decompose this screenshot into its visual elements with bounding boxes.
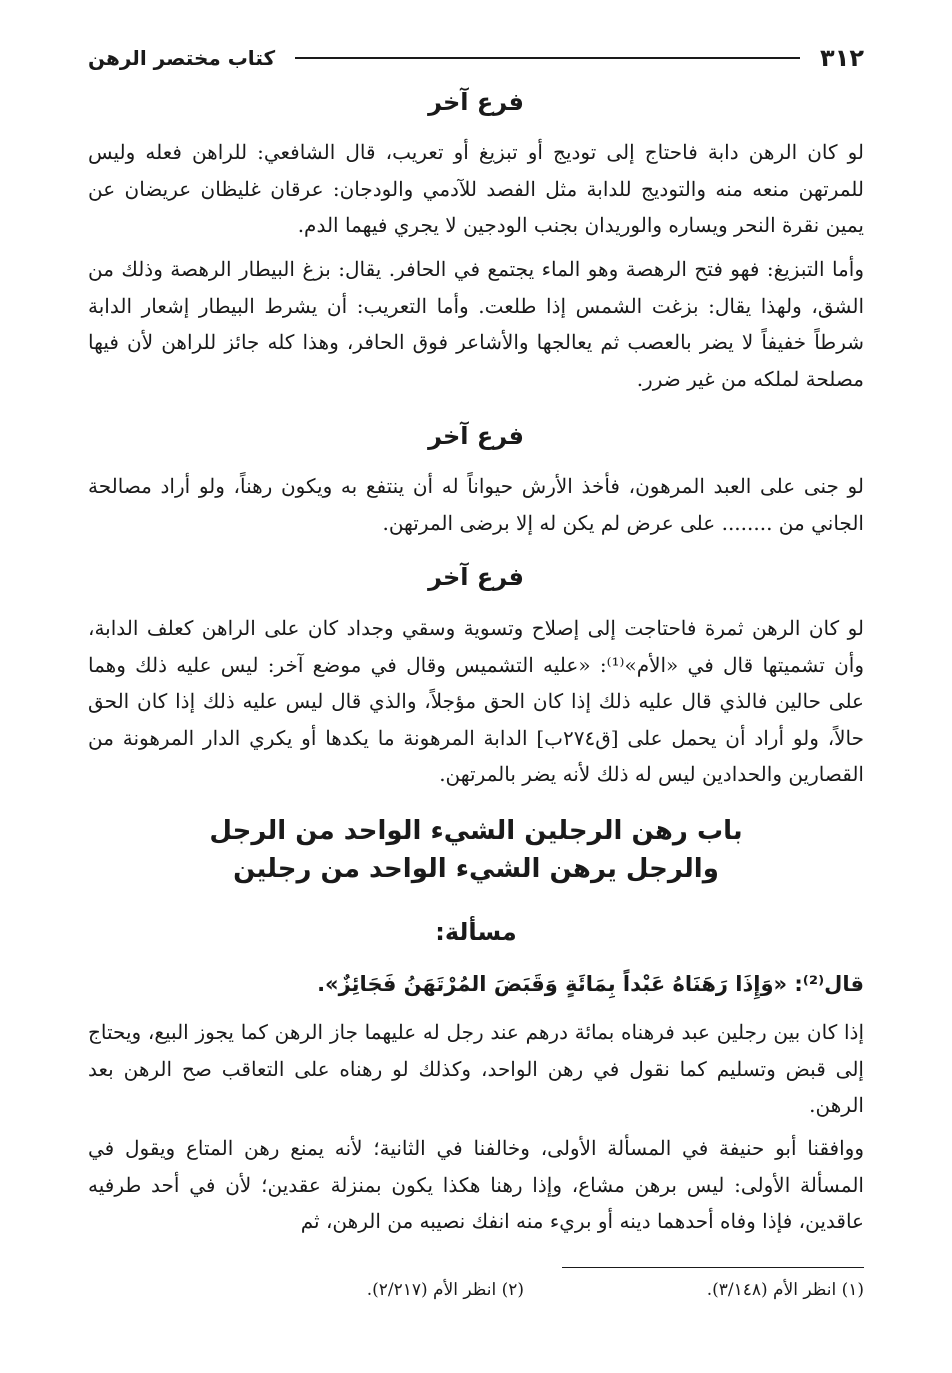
- quoted-text: قال⁽²⁾: «وَإِذَا رَهَنَاهُ عَبْداً بِمَائَةٍ وَقَبَضَ المُرْتَهَنُ فَجَائِزٌ».: [317, 972, 864, 996]
- paragraph: ووافقنا أبو حنيفة في المسألة الأولى، وخالفنا في الثانية؛ لأنه يمنع رهن المتاع ويقول في المسألة الأولى: ليس برهن مشاع، وإذا رهنا هكذا يكون بمنزلة عقدين؛ لأن في أحد طرفيه عاقدين، فإذا وفاه أحدهما دينه أو بريء منه انفك نصيبه من الرهن، ثم: [88, 1136, 864, 1233]
- footnotes: [88, 1280, 864, 1308]
- header-rule: [295, 57, 800, 59]
- section-heading: فرع آخر: [428, 563, 524, 591]
- paragraph: وأما التبزيغ: فهو فتح الرهصة وهو الماء يجتمع في الحافر. يقال: بزغ البيطار الرهصة وذلك من الشق، ولهذا يقال: بزغت الشمس إذا طلعت. وأما التعريب: أن يشرط البيطار إشعار الدابة شرطاً خفيفاً لا يضر بالعصب ثم يعالجها والأشاعر فوق الحافر، وهذا كله جائز للراهن لأن فيها مصلحة لملكه من غير ضرر.: [88, 257, 864, 391]
- paragraph: لو جنى على العبد المرهون، فأخذ الأرش حيواناً له أن ينتفع به ويكون رهناً، ولو أراد مصالحة الجاني من ........ على عرض لم يكن له إلا برضى المرتهن.: [88, 474, 864, 535]
- footnote-2: (٢) انظر الأم (٢/٢١٧).: [366, 1280, 524, 1300]
- chapter-title-line-1: باب رهن الرجلين الشيء الواحد من الرجل: [209, 816, 743, 846]
- section-heading: فرع آخر: [428, 422, 524, 450]
- page-number: ٣١٢: [820, 44, 864, 72]
- paragraph: لو كان الرهن ثمرة فاحتاجت إلى إصلاح وتسوية وسقي وجداد كان على الراهن كعلف الدابة، وأن تشميتها قال في «الأم»⁽¹⁾: «عليه التشميس وقال في موضع آخر: ليس عليه ذلك وهما على حالين فالذي قال عليه ذلك إذا كان الحق مؤجلاً، والذي قال ليس عليه ذلك إذا كان الحق حالاً، ولو أراد أن يحمل على [ق٢٧٤ب] الدابة المرهونة ما يكدها أو يكري الدار المرهونة من القصارين والحدادين ليس له ذلك لأنه يضر بالمرتهن.: [88, 616, 865, 786]
- footnote-separator: [562, 1267, 864, 1268]
- paragraph: لو كان الرهن دابة فاحتاج إلى توديج أو تبزيغ أو تعريب، قال الشافعي: للراهن فعله وليس للمرتهن منعه منه والتوديج للدابة مثل الفصد للآدمي والودجان: عرقان غليظان عريضان عن يمين نقرة النحر ويساره والوريدان بجنب الودجين لا يجري فيهما الدم.: [88, 140, 864, 237]
- masala-label: مسألة:: [435, 918, 517, 946]
- section-heading: فرع آخر: [428, 88, 524, 116]
- running-header: [88, 38, 864, 78]
- footnote-1: (١) انظر الأم (٣/١٤٨).: [706, 1280, 864, 1300]
- book-title: كتاب مختصر الرهن: [88, 46, 276, 70]
- paragraph: إذا كان بين رجلين عبد فرهناه بمائة درهم عند رجل له عليهما جاز الرهن كما يجوز البيع، ويحتاج إلى قبض وتسليم كما نقول في رهن الواحد، وكذلك لو رهناه على التعاقب صح الرهن بعد الرهن.: [88, 1020, 864, 1117]
- chapter-title-line-2: والرجل يرهن الشيء الواحد من رجلين: [233, 854, 719, 884]
